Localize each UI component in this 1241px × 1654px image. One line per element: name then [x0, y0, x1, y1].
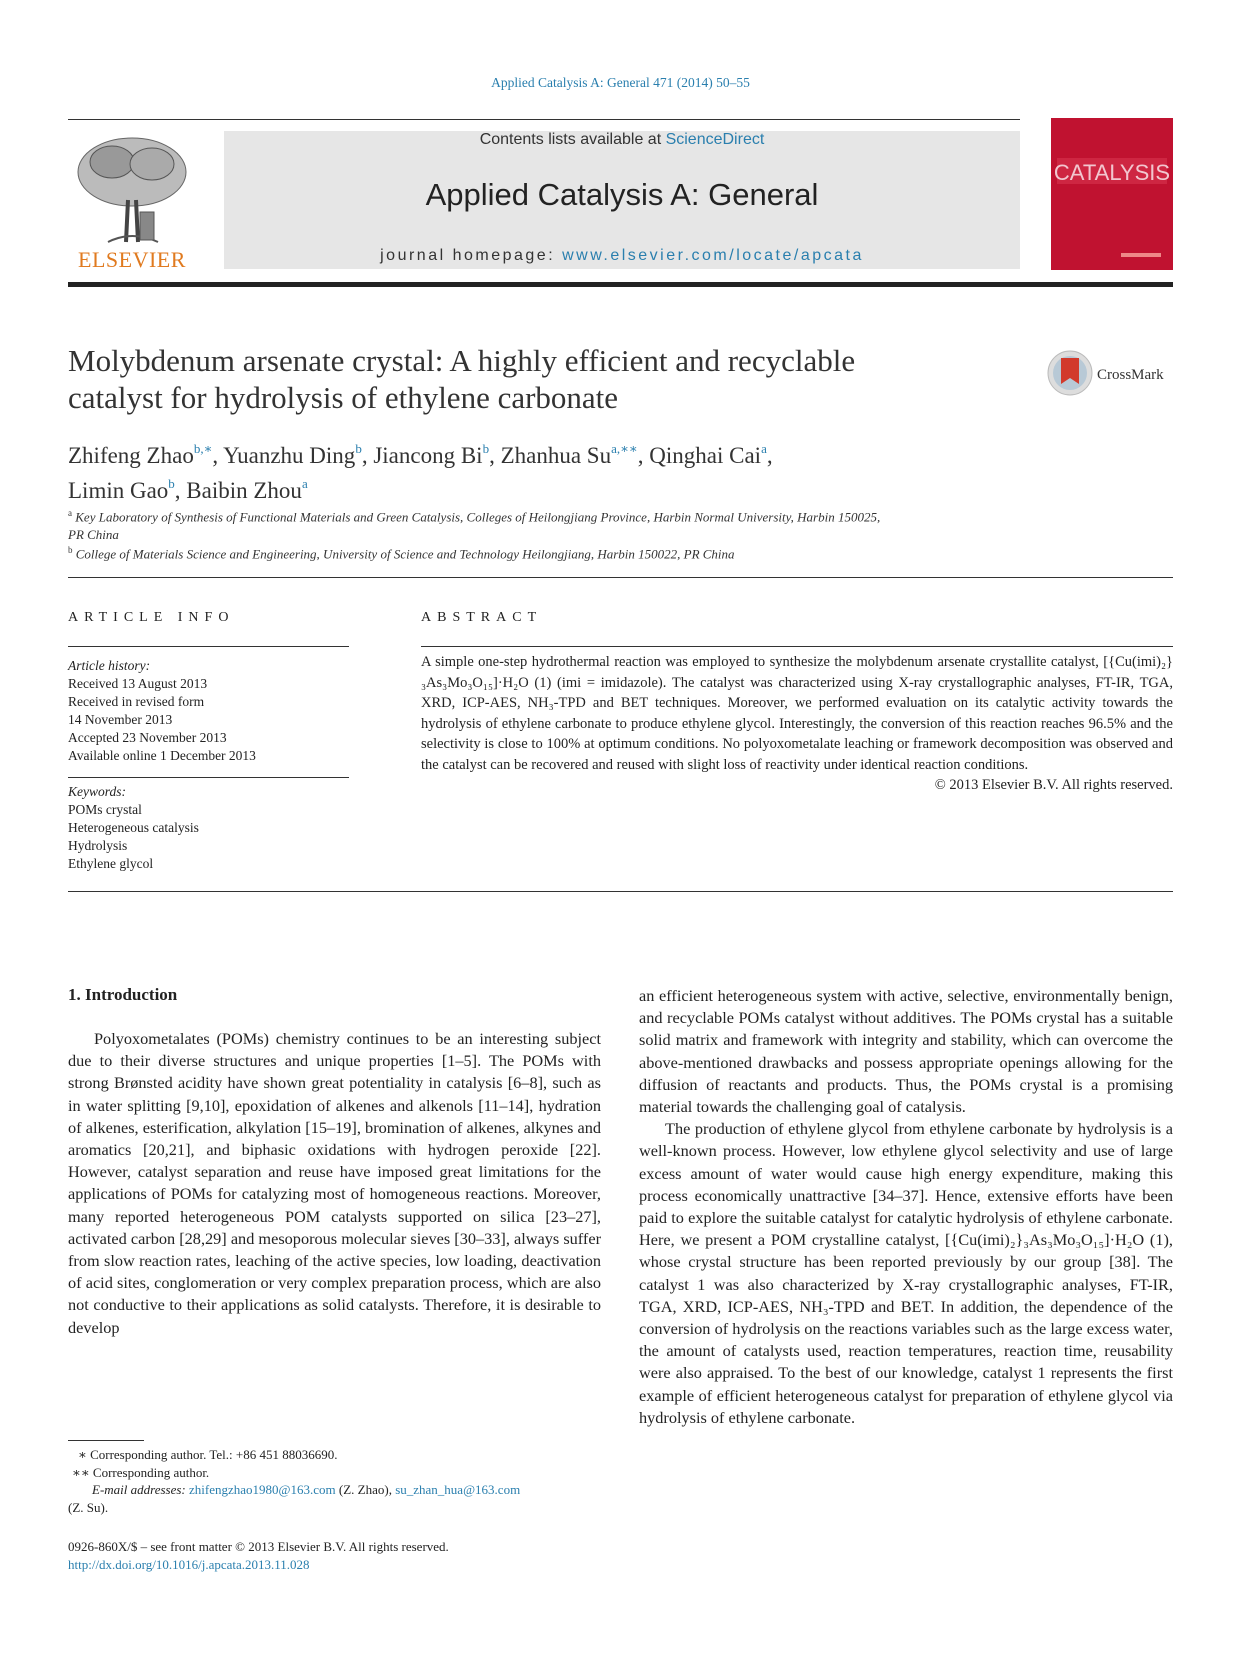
author-affil-mark[interactable]: b [168, 476, 175, 491]
author-affil-mark[interactable]: a [761, 441, 767, 456]
keyword: Heterogeneous catalysis [68, 820, 199, 835]
author-affil-mark[interactable]: b [355, 441, 362, 456]
sciencedirect-link[interactable]: ScienceDirect [665, 131, 765, 148]
abstract-text: A simple one-step hydrothermal reaction was employed to synthesize the molybdenum arsenate crystallite catalyst, [{Cu(imi)₂}₃As₃Mo₃O₁₅]·H₂O (1) (imi = imidazole). The catalyst was characterized using X-ray crystallographic analyses, FT-IR, TGA, XRD, ICP-AES, NH₃-TPD and BET techniques. Moreover, we performed evaluation on its catalytic activity towards the hydrolysis of ethylene carbonate to produce ethylene glycol. Interestingly, the conversion of this reaction reaches 96.5% and the selectivity is close to 100% at optimum conditions. No polyoxometalate leaching or framework decomposition was observed and the catalyst can be recovered and reused with slight loss of reactivity under identical reaction conditions. [421, 654, 1173, 773]
keyword: Hydrolysis [68, 838, 128, 853]
email-link[interactable]: su_zhan_hua@163.com [395, 1482, 521, 1497]
article-history [68, 657, 348, 765]
divider [68, 891, 1173, 892]
elsevier-wordmark: ELSEVIER [78, 247, 186, 272]
crossmark-label: CrossMark [1097, 367, 1164, 383]
body-column-left [68, 1028, 601, 1339]
divider [68, 777, 349, 778]
abstract-body [421, 652, 1173, 796]
author[interactable]: Yuanzhu Ding [223, 443, 356, 468]
footnotes [68, 1446, 608, 1516]
crossmark-badge[interactable] [1047, 350, 1177, 396]
keyword: POMs crystal [68, 802, 142, 817]
email-owner: (Z. Su). [68, 1499, 109, 1515]
divider [68, 577, 1173, 578]
history-label: Article history: [68, 658, 151, 673]
author-affil-mark[interactable]: b [482, 441, 490, 456]
journal-cover-thumbnail[interactable] [1051, 118, 1173, 270]
affiliation-b [68, 541, 1028, 563]
affiliation-mark: b [68, 545, 73, 555]
paragraph: The production of ethylene glycol from ethylene carbonate by hydrolysis is a well-known process. However, low ethylene glycol selectivity and use of large excess amount of water would cause high energy expenditure, making this process economically unattractive [34–37]. Hence, extensive efforts have been paid to explore the suitable catalyst for catalytic hydrolysis of ethylene carbonate. Here, we present a POM crystalline catalyst, [{Cu(imi)₂}₃As₃Mo₃O₁₅]·H₂O (1), whose crystal structure has been reported previously by our group [38]. The catalyst 1 was also characterized by X-ray crystallographic analyses, FT-IR, TGA, XRD, ICP-AES, NH₃-TPD and BET. In addition, the dependence of the conversion of hydrolysis on the reactions variables such as the large excess water, the amount of catalysts used, reaction temperatures, reaction time, reusability were also appraised. To the best of our knowledge, catalyst 1 represents the first example of efficient heterogeneous catalyst for preparation of ethylene glycol via hydrolysis of ethylene carbonate. [639, 1119, 1173, 1427]
crossmark-icon [1048, 351, 1092, 395]
keyword: Ethylene glycol [68, 856, 154, 871]
author[interactable]: Qinghai Cai [649, 443, 762, 468]
author[interactable]: Jiancong Bi [373, 443, 483, 468]
affiliation-a [68, 504, 1028, 544]
header-thick-rule [68, 282, 1173, 287]
issn-doi [68, 1538, 668, 1574]
body-column-right [639, 985, 1173, 1429]
section-heading-introduction: 1. Introduction [68, 985, 178, 1004]
history-item: Received in revised form [68, 694, 205, 709]
author-affil-mark[interactable]: a,∗∗ [611, 441, 638, 456]
article-info-heading: ARTICLE INFO [68, 610, 235, 625]
keywords-label: Keywords: [68, 784, 126, 799]
affiliation-mark: a [68, 508, 72, 518]
footnote-corresponding-2: ∗∗ Corresponding author. [72, 1464, 210, 1480]
paragraph: an efficient heterogeneous system with active, selective, environmentally benign, and recyclable POMs catalyst without additives. The POMs crystal has a suitable solid matrix and framework with integrity and stability, which can overcome the above-mentioned drawbacks and possess appropriate openings allowing for the diffusion of reactants and products. Thus, the POMs crystal is a promising material towards the challenging goal of catalysis. [639, 986, 1173, 1117]
journal-title: Applied Catalysis A: General [425, 177, 819, 212]
history-item: Accepted 23 November 2013 [68, 730, 227, 745]
history-item: 14 November 2013 [68, 712, 173, 727]
homepage-prefix: journal homepage: [380, 247, 563, 264]
footnote-corresponding-1: ∗ Corresponding author. Tel.: +86 451 88036690. [78, 1447, 338, 1462]
author[interactable]: Limin Gao [68, 478, 169, 503]
article-title [68, 342, 968, 416]
author[interactable]: Baibin Zhou [186, 478, 302, 503]
abstract-heading: ABSTRACT [421, 610, 543, 625]
author[interactable]: Zhifeng Zhao [68, 443, 194, 468]
email-link[interactable]: zhifengzhao1980@163.com [189, 1482, 336, 1497]
paragraph: Polyoxometalates (POMs) chemistry continues to be an interesting subject due to their diverse structures and unique properties [1–5]. The POMs with strong Brønsted acidity have shown great potentiality in catalysis [6–8], such as in water splitting [9,10], epoxidation of alkenes and alkenols [11–14], hydration of alkenes, esterification, alkylation [15–19], bromination of alkenes, alkynes and aromatics [20,21], and biphasic oxidations with hydrogen peroxide [22]. However, catalyst separation and reuse have imposed great limitations for the applications of POMs for catalyzing most of homogeneous reactions. Moreover, many reported heterogeneous POM catalysts supported on silica [23–27], activated carbon [28,29] and mesoporous molecular sieves [30–33], always suffer from slow reaction rates, leaching of the active species, low loading, deactivation of acid sites, conglomeration or very complex preparation process, which are also not conductive to their applications as solid catalysts. Therefore, it is desirable to develop [68, 1029, 601, 1337]
affiliation-text: Key Laboratory of Synthesis of Functional Materials and Green Catalysis, Colleges of Heilongjiang Province, Harbin Normal University, Harbin 150025, [75, 509, 881, 525]
abstract-copyright: © 2013 Elsevier B.V. All rights reserved. [934, 777, 1173, 793]
divider [68, 646, 349, 647]
elsevier-logo [68, 130, 196, 272]
affiliation-text: College of Materials Science and Engineering, University of Science and Technology Heilongjiang, Harbin 150022, PR China [75, 546, 735, 562]
journal-citation[interactable]: Applied Catalysis A: General 471 (2014) 50–55 [491, 75, 750, 90]
title-line-1: Molybdenum arsenate crystal: A highly efficient and recyclable [68, 343, 856, 378]
contents-prefix: Contents lists available at [479, 131, 666, 148]
footnote-rule [68, 1440, 144, 1441]
contents-line [224, 131, 1020, 149]
cover-title: CATALYSIS [1053, 160, 1171, 185]
author-affil-mark[interactable]: a [301, 476, 308, 491]
journal-banner [224, 131, 1020, 269]
divider [421, 646, 1173, 647]
email-label: E-mail addresses: [92, 1482, 190, 1497]
issn-line: 0926-860X/$ – see front matter © 2013 Elsevier B.V. All rights reserved. [68, 1539, 449, 1554]
doi-link[interactable]: http://dx.doi.org/10.1016/j.apcata.2013.11.028 [68, 1557, 310, 1572]
header-rule [68, 119, 1020, 120]
author-list: Zhifeng Zhao$^{b,∗}$, Yuanzhu Ding$^b$, Jiancong Bi$^b$, Zhanhua $Su^{a,∗∗}$, Qinghai Cai$^a$, Limin Gao$^b$, Baibin Zhou$^a$ [68, 441, 773, 503]
history-item: Available online 1 December 2013 [68, 748, 256, 763]
history-item: Received 13 August 2013 [68, 676, 208, 691]
keywords [68, 783, 348, 873]
email-owner: (Z. Zhao), [335, 1482, 396, 1497]
footnote-emails [68, 1481, 608, 1499]
author-affil-mark[interactable]: b,∗ [193, 441, 213, 456]
journal-homepage [224, 247, 1020, 265]
homepage-link[interactable]: www.elsevier.com/locate/apcata [562, 247, 864, 264]
title-line-2: catalyst for hydrolysis of ethylene carbonate [68, 380, 619, 415]
author[interactable]: Zhanhua Su [500, 443, 612, 468]
tree-icon [68, 130, 196, 272]
affiliation-text-cont: PR China [68, 527, 119, 543]
